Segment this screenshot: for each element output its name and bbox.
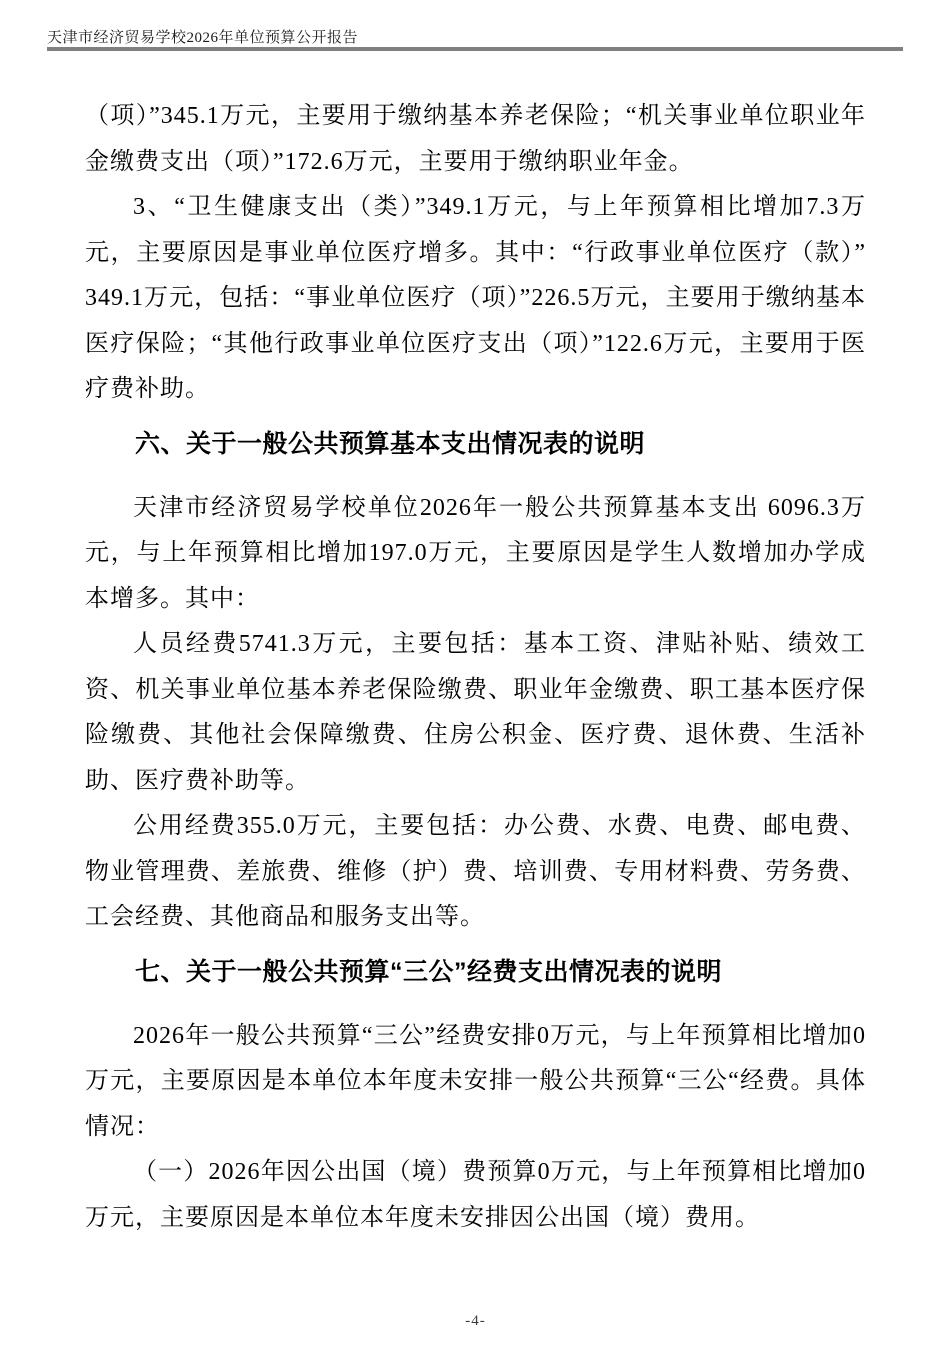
heading-section-seven-three-public-funds: 七、关于一般公共预算“三公”经费支出情况表的说明 [135, 957, 723, 986]
paragraph-personnel-funds: 人员经费5741.3万元，主要包括：基本工资、津贴补贴、绩效工资、机关事业单位基本养老保险缴费、职业年金缴费、职工基本医疗保险缴费、其他社会保障缴费、住房公积金、医疗费、退休费、生活补助、医疗费补助等。 [85, 631, 866, 794]
document-body [85, 94, 866, 1241]
header-title: 天津市经济贸易学校2026年单位预算公开报告 [47, 30, 359, 46]
paragraph-overseas-travel-expense: （一）2026年因公出国（境）费预算0万元，与上年预算相比增加0万元，主要原因是本单位本年度未安排因公出国（境）费用。 [85, 1159, 866, 1231]
heading-section-six-basic-expenditure: 六、关于一般公共预算基本支出情况表的说明 [135, 429, 646, 458]
page-number: -4- [465, 1313, 486, 1329]
paragraph-public-funds: 公用经费355.0万元，主要包括：办公费、水费、电费、邮电费、物业管理费、差旅费、维修（护）费、培训费、专用材料费、劳务费、工会经费、其他商品和服务支出等。 [85, 813, 866, 930]
paragraph-pension-continuation: （项）”345.1万元，主要用于缴纳基本养老保险；“机关事业单位职业年金缴费支出（项）”172.6万元，主要用于缴纳职业年金。 [85, 103, 866, 175]
paragraph-three-public-funds: 2026年一般公共预算“三公”经费安排0万元，与上年预算相比增加0万元，主要原因是本单位本年度未安排一般公共预算“三公“经费。具体情况： [85, 1022, 866, 1140]
paragraph-basic-expenditure-total: 天津市经济贸易学校单位2026年一般公共预算基本支出 6096.3万元，与上年预算相比增加197.0万元，主要原因是学生人数增加办学成本增多。其中： [85, 494, 866, 612]
header-rule [47, 47, 903, 51]
page-footer [0, 1312, 951, 1330]
paragraph-health-expenditure: 3、“卫生健康支出（类）”349.1万元，与上年预算相比增加7.3万元，主要原因是事业单位医疗增多。其中：“行政事业单位医疗（款）”349.1万元，包括：“事业单位医疗（项）”226.5万元，主要用于缴纳基本医疗保险；“其他行政事业单位医疗支出（项）”122.6万元，主要用于医疗费补助。 [85, 194, 866, 402]
